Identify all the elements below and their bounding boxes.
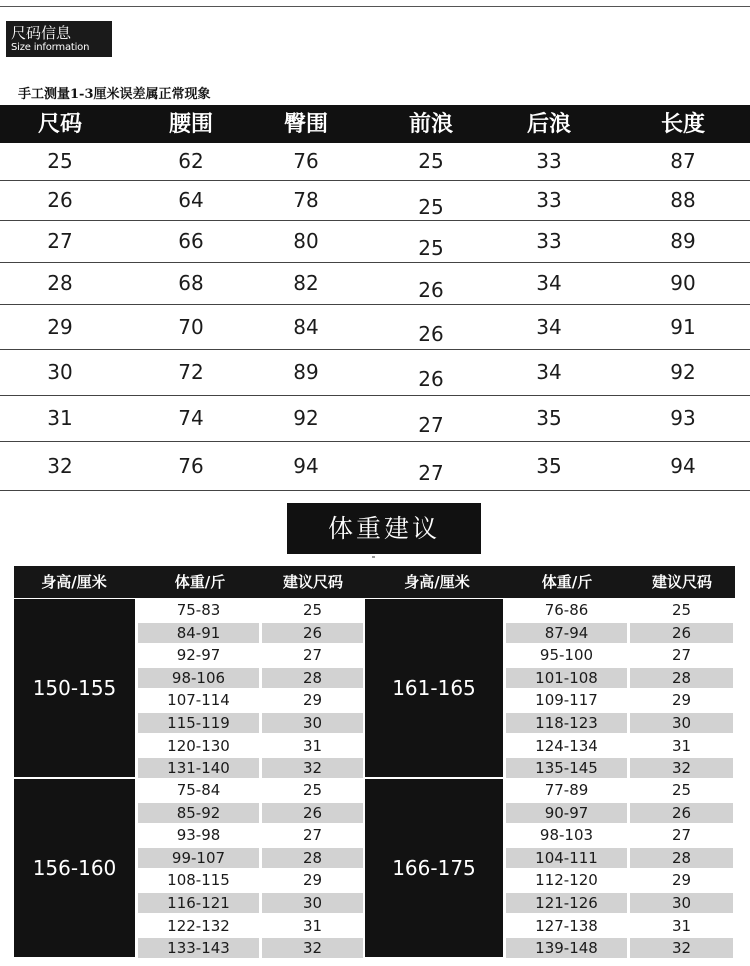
size-row [0, 305, 750, 350]
size-cell: 94 [670, 454, 696, 478]
size-cell: 91 [670, 315, 696, 339]
size-cell: 78 [293, 188, 319, 212]
size-info-tag [6, 21, 112, 57]
measurement-note: 手工测量1-3厘米误差属正常现象 [18, 87, 211, 102]
size-cell: 89 [670, 229, 696, 253]
size-cell: 93 [670, 406, 696, 430]
size-col-header: 前浪 [408, 111, 454, 137]
size-cell: 26 [47, 188, 73, 212]
weight-range-cell: 120-130 [167, 736, 230, 755]
weight-range-cell: 131-140 [138, 758, 259, 778]
size-cell: 72 [178, 360, 204, 384]
weight-range-cell: 104-111 [506, 848, 627, 868]
suggested-size-cell: 29 [671, 691, 692, 710]
suggested-size-cell: 29 [302, 691, 323, 710]
suggested-size-cell: 25 [671, 601, 692, 619]
size-cell: 26 [418, 322, 444, 346]
weight-range-cell: 118-123 [506, 713, 627, 733]
suggested-size-cell: 29 [302, 871, 323, 890]
size-col-header: 臀围 [283, 111, 329, 137]
weight-range-cell: 108-115 [167, 871, 230, 890]
weight-range-cell: 77-89 [544, 781, 589, 799]
suggested-size-cell: 27 [302, 646, 323, 665]
suggested-size-cell: 27 [671, 646, 692, 665]
size-row [0, 181, 750, 221]
size-cell: 68 [178, 271, 204, 295]
size-chart-header [0, 105, 750, 143]
size-cell: 31 [47, 406, 73, 430]
weight-range-cell: 90-97 [506, 803, 627, 823]
size-cell: 33 [536, 229, 562, 253]
suggested-size-cell: 25 [671, 781, 692, 799]
weight-range-cell: 75-83 [176, 601, 221, 619]
size-cell: 90 [670, 271, 696, 295]
suggested-size-cell: 31 [671, 916, 692, 935]
size-col-header: 长度 [660, 111, 706, 137]
weight-range-cell: 133-143 [138, 938, 259, 958]
size-cell: 94 [293, 454, 319, 478]
suggested-size-cell: 31 [671, 736, 692, 755]
size-cell: 64 [178, 188, 204, 212]
height-range-block: 166-175 [365, 779, 503, 957]
suggested-size-cell: 31 [302, 916, 323, 935]
weight-table-header [14, 566, 735, 598]
weight-range-cell: 109-117 [535, 691, 598, 710]
size-cell: 62 [178, 149, 204, 173]
size-cell: 29 [47, 315, 73, 339]
weight-col-header: 建议尺码 [651, 573, 713, 591]
size-row [0, 263, 750, 305]
suggested-size-cell: 30 [262, 713, 363, 733]
size-cell: 26 [418, 367, 444, 391]
size-cell: 89 [293, 360, 319, 384]
size-cell: 30 [47, 360, 73, 384]
size-cell: 70 [178, 315, 204, 339]
suggested-size-cell: 30 [630, 893, 733, 913]
suggested-size-cell: 28 [630, 848, 733, 868]
size-cell: 74 [178, 406, 204, 430]
weight-range-cell: 116-121 [138, 893, 259, 913]
suggested-size-cell: 32 [262, 758, 363, 778]
size-cell: 76 [293, 149, 319, 173]
weight-col-header: 身高/厘米 [404, 573, 470, 591]
weight-range-cell: 85-92 [138, 803, 259, 823]
size-row [0, 442, 750, 491]
size-cell: 27 [418, 461, 444, 485]
weight-range-cell: 92-97 [176, 646, 221, 665]
size-cell: 25 [418, 195, 444, 219]
size-cell: 87 [670, 149, 696, 173]
size-cell: 92 [293, 406, 319, 430]
size-cell: 76 [178, 454, 204, 478]
size-cell: 28 [47, 271, 73, 295]
size-cell: 33 [536, 188, 562, 212]
size-cell: 33 [536, 149, 562, 173]
size-cell: 82 [293, 271, 319, 295]
size-cell: 84 [293, 315, 319, 339]
weight-range-cell: 112-120 [535, 871, 598, 890]
size-info-title-cn: 尺码信息 [11, 24, 72, 42]
suggested-size-cell: 31 [302, 736, 323, 755]
weight-range-cell: 124-134 [535, 736, 598, 755]
suggested-size-cell: 26 [630, 623, 733, 643]
weight-range-cell: 98-106 [138, 668, 259, 688]
weight-range-cell: 99-107 [138, 848, 259, 868]
size-cell: 25 [418, 236, 444, 260]
height-range-block: 156-160 [14, 779, 135, 957]
weight-range-cell: 98-103 [539, 826, 594, 845]
suggested-size-cell: 29 [671, 871, 692, 890]
suggested-size-cell: 26 [262, 803, 363, 823]
suggested-size-cell: 30 [262, 893, 363, 913]
size-cell: 32 [47, 454, 73, 478]
size-cell: 27 [418, 413, 444, 437]
weight-range-cell: 75-84 [176, 781, 221, 799]
suggested-size-cell: 28 [630, 668, 733, 688]
weight-range-cell: 139-148 [506, 938, 627, 958]
suggested-size-cell: 32 [262, 938, 363, 958]
size-col-header: 腰围 [168, 111, 214, 137]
suggested-size-cell: 30 [630, 713, 733, 733]
suggested-size-cell: 32 [630, 938, 733, 958]
size-row [0, 396, 750, 442]
weight-col-header: 建议尺码 [282, 573, 344, 591]
weight-range-cell: 101-108 [506, 668, 627, 688]
size-cell: 34 [536, 315, 562, 339]
size-cell: 80 [293, 229, 319, 253]
weight-range-cell: 87-94 [506, 623, 627, 643]
size-row [0, 143, 750, 181]
size-col-header: 后浪 [526, 111, 572, 137]
size-cell: 35 [536, 406, 562, 430]
weight-range-cell: 121-126 [506, 893, 627, 913]
weight-range-cell: 135-145 [506, 758, 627, 778]
suggested-size-cell: 27 [671, 826, 692, 845]
top-rule [0, 6, 750, 7]
size-info-title-en: Size information [11, 42, 90, 53]
weight-range-cell: 115-119 [138, 713, 259, 733]
weight-range-cell: 95-100 [539, 646, 594, 665]
suggested-size-cell: 27 [302, 826, 323, 845]
size-cell: 27 [47, 229, 73, 253]
size-cell: 66 [178, 229, 204, 253]
size-cell: 92 [670, 360, 696, 384]
height-range-block: 161-165 [365, 599, 503, 777]
height-range-block: 150-155 [14, 599, 135, 777]
weight-range-cell: 93-98 [176, 826, 221, 845]
size-cell: 25 [47, 149, 73, 173]
size-row [0, 350, 750, 396]
size-col-header: 尺码 [37, 111, 83, 137]
size-cell: 34 [536, 360, 562, 384]
size-cell: 88 [670, 188, 696, 212]
weight-range-cell: 127-138 [535, 916, 598, 935]
suggested-size-cell: 28 [262, 848, 363, 868]
suggested-size-cell: 26 [630, 803, 733, 823]
weight-range-cell: 122-132 [167, 916, 230, 935]
size-cell: 26 [418, 278, 444, 302]
weight-range-cell: 84-91 [138, 623, 259, 643]
suggested-size-cell: 25 [302, 601, 323, 619]
suggested-size-cell: 32 [630, 758, 733, 778]
weight-col-header: 体重/斤 [174, 573, 226, 591]
suggested-size-cell: 28 [262, 668, 363, 688]
weight-advice-table [14, 566, 735, 958]
weight-col-header: 身高/厘米 [41, 573, 107, 591]
size-chart-table [0, 105, 750, 491]
size-cell: 35 [536, 454, 562, 478]
suggested-size-cell: 26 [262, 623, 363, 643]
weight-col-header: 体重/斤 [541, 573, 593, 591]
size-row [0, 221, 750, 263]
weight-range-cell: 107-114 [167, 691, 230, 710]
size-chart-body [0, 143, 750, 491]
weight-range-cell: 76-86 [544, 601, 589, 619]
suggested-size-cell: 25 [302, 781, 323, 799]
banner-dot [372, 556, 375, 558]
weight-advice-banner: 体重建议 [287, 503, 481, 554]
size-cell: 25 [418, 149, 444, 173]
size-cell: 34 [536, 271, 562, 295]
